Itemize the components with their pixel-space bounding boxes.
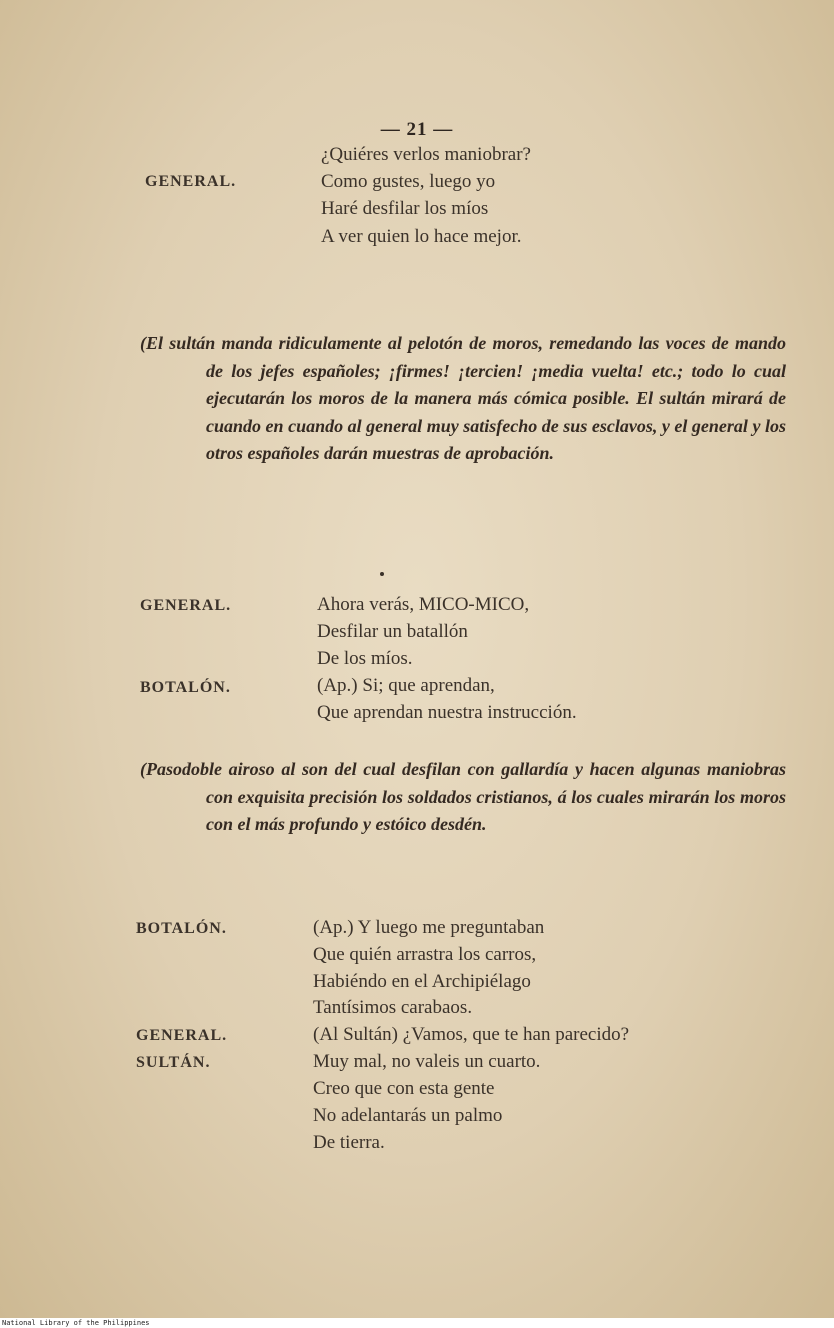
verse-line: Que aprendan nuestra instrucción.	[317, 702, 577, 723]
verse-line: (Al Sultán) ¿Vamos, que te han parecido?	[313, 1024, 630, 1045]
verse-line: Haré desfilar los míos	[321, 198, 489, 219]
speaker-label: GENERAL.	[145, 173, 237, 190]
verse-line: De los míos.	[317, 648, 413, 669]
speaker-label: BOTALÓN.	[136, 920, 227, 937]
verse-line: No adelantarás un palmo	[313, 1105, 503, 1126]
verse-line: Que quién arrastra los carros,	[313, 944, 537, 965]
verse-line: (Ap.) Si; que aprendan,	[317, 675, 495, 696]
speaker-label: GENERAL.	[140, 597, 232, 614]
verse-line: De tierra.	[313, 1132, 385, 1153]
stage-direction: (El sultán manda ridiculamente al pelotón de moros, remedando las voces de mando de los jefes españoles; ¡firmes! ¡tercien! ¡media vuelta! etc.; todo lo cual ejecutarán los moros de la manera más cómica posible. El sultán mirará de cuando en cuando al general muy satisfecho de sus esclavos, y el general y los otros españoles darán muestras de aprobación.	[140, 333, 786, 463]
stage-direction: (Pasodoble airoso al son del cual desfilan con gallardía y hacen algunas maniobras con exquisita precisión los soldados cristianos, á los cuales mirarán los moros con el más profundo y estóico desdén.	[140, 759, 786, 834]
verse-line: A ver quien lo hace mejor.	[321, 226, 522, 247]
verse-line: Tantísimos carabaos.	[313, 997, 473, 1018]
verse-line: Como gustes, luego yo	[321, 171, 496, 192]
speaker-label: BOTALÓN.	[140, 679, 231, 696]
verse-line: Creo que con esta gente	[313, 1078, 495, 1099]
verse-line: (Ap.) Y luego me preguntaban	[313, 917, 545, 938]
verse-line: Muy mal, no valeis un cuarto.	[313, 1051, 541, 1072]
ink-speck	[380, 572, 384, 576]
verse-line: Habiéndo en el Archipiélago	[313, 971, 531, 992]
library-credit: National Library of the Philippines	[2, 1319, 150, 1327]
speaker-label: GENERAL.	[136, 1027, 228, 1044]
verse-line: ¿Quiéres verlos maniobrar?	[321, 144, 531, 165]
verse-line: Desfilar un batallón	[317, 621, 468, 642]
speaker-label: SULTÁN.	[136, 1054, 211, 1071]
page-number: — 21 —	[380, 119, 454, 140]
verse-line: Ahora verás, MICO-MICO,	[317, 594, 530, 615]
